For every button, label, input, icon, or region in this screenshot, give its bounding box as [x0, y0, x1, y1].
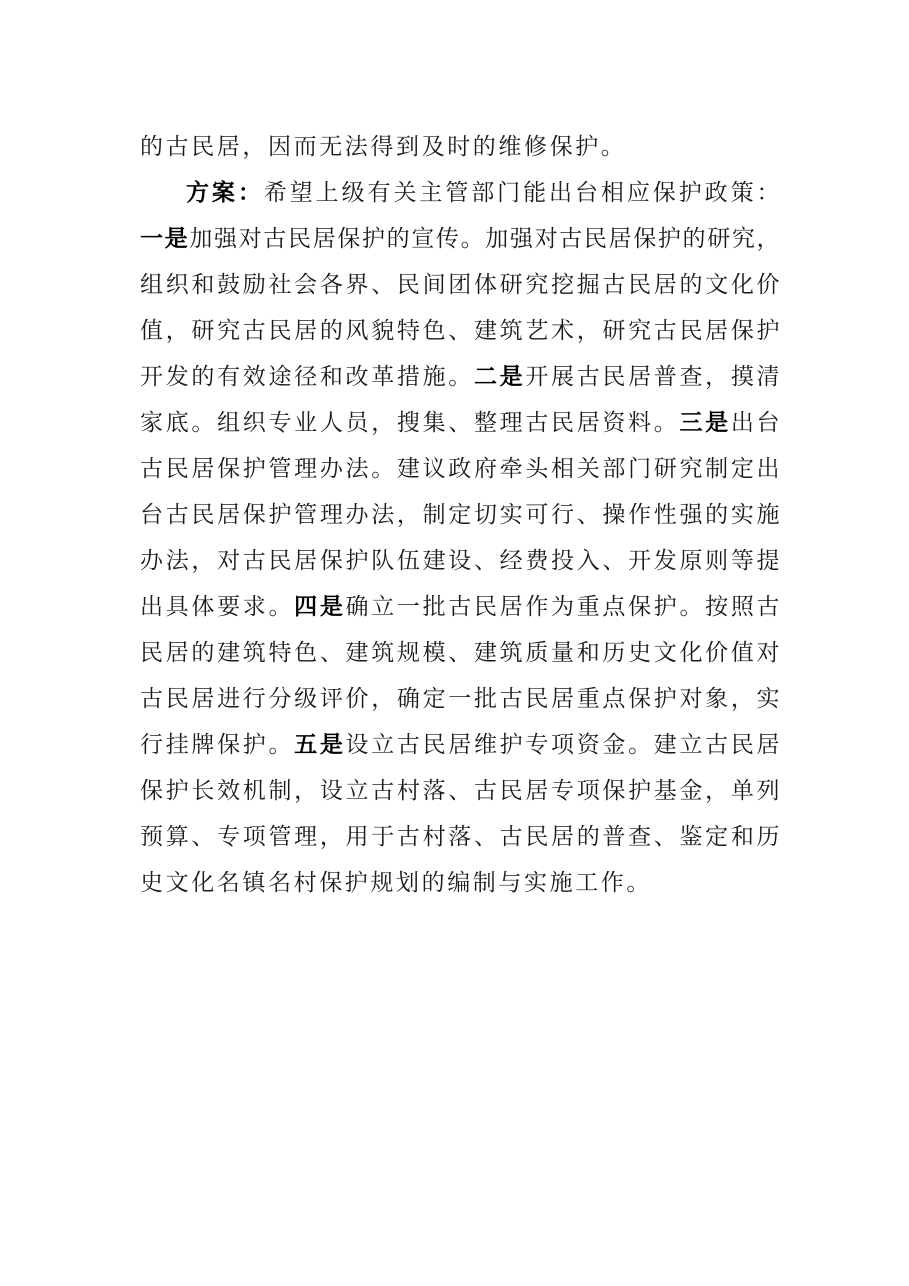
text-span: 办法，对古民居保护队伍建设、经费投入、开发原则等提	[140, 548, 780, 574]
text-line	[140, 492, 780, 538]
bold-keyword: 三是	[679, 409, 731, 436]
text-span: 组织和鼓励社会各界、民间团体研究挖掘古民居的文化价	[140, 272, 780, 298]
text-span: 出具体要求。	[140, 594, 295, 620]
text-line	[140, 768, 780, 814]
text-span: 的古民居，因而无法得到及时的维修保护。	[140, 134, 627, 160]
text-line	[140, 124, 780, 170]
text-span: 设立古民居维护专项资金。建立古民居	[345, 732, 780, 758]
text-line	[140, 170, 780, 216]
text-line	[140, 400, 780, 446]
text-span: 预算、专项管理，用于古村落、古民居的普查、鉴定和历	[140, 824, 780, 850]
text-span: 古民居保护管理办法。建议政府牵头相关部门研究制定出	[140, 456, 780, 482]
text-span: 台古民居保护管理办法，制定切实可行、操作性强的实施	[140, 502, 780, 528]
text-span: 史文化名镇名村保护规划的编制与实施工作。	[140, 870, 652, 896]
text-line	[140, 446, 780, 492]
text-span: 出台	[730, 410, 780, 436]
text-line	[140, 814, 780, 860]
text-line	[140, 676, 780, 722]
text-span: 开发的有效途径和改革措施。	[140, 364, 474, 390]
bold-keyword: 五是	[294, 731, 346, 758]
text-line	[140, 722, 780, 768]
text-span: 古民居进行分级评价，确定一批古民居重点保护对象，实	[140, 686, 780, 712]
bold-keyword: 二是	[473, 363, 526, 390]
document-body	[140, 124, 780, 906]
text-line	[140, 354, 780, 400]
bold-keyword: 一是	[140, 225, 190, 252]
bold-keyword: 方案：	[186, 179, 264, 206]
bold-keyword: 四是	[294, 593, 346, 620]
text-line	[140, 216, 780, 262]
text-span: 加强对古民居保护的宣传。加强对古民居保护的研究，	[189, 226, 781, 252]
text-span: 保护长效机制，设立古村落、古民居专项保护基金，单列	[140, 778, 780, 804]
text-line	[140, 308, 780, 354]
text-span: 行挂牌保护。	[140, 732, 295, 758]
text-span: 希望上级有关主管部门能出台相应保护政策：	[263, 180, 781, 206]
text-span: 开展古民居普查，摸清	[525, 364, 780, 390]
text-span: 家底。组织专业人员，搜集、整理古民居资料。	[140, 410, 680, 436]
text-line	[140, 630, 780, 676]
text-span: 民居的建筑特色、建筑规模、建筑质量和历史文化价值对	[140, 640, 780, 666]
text-line	[140, 860, 780, 906]
text-line	[140, 584, 780, 630]
text-line	[140, 538, 780, 584]
text-line	[140, 262, 780, 308]
text-span: 确立一批古民居作为重点保护。按照古	[345, 594, 780, 620]
text-span: 值，研究古民居的风貌特色、建筑艺术，研究古民居保护	[140, 318, 780, 344]
